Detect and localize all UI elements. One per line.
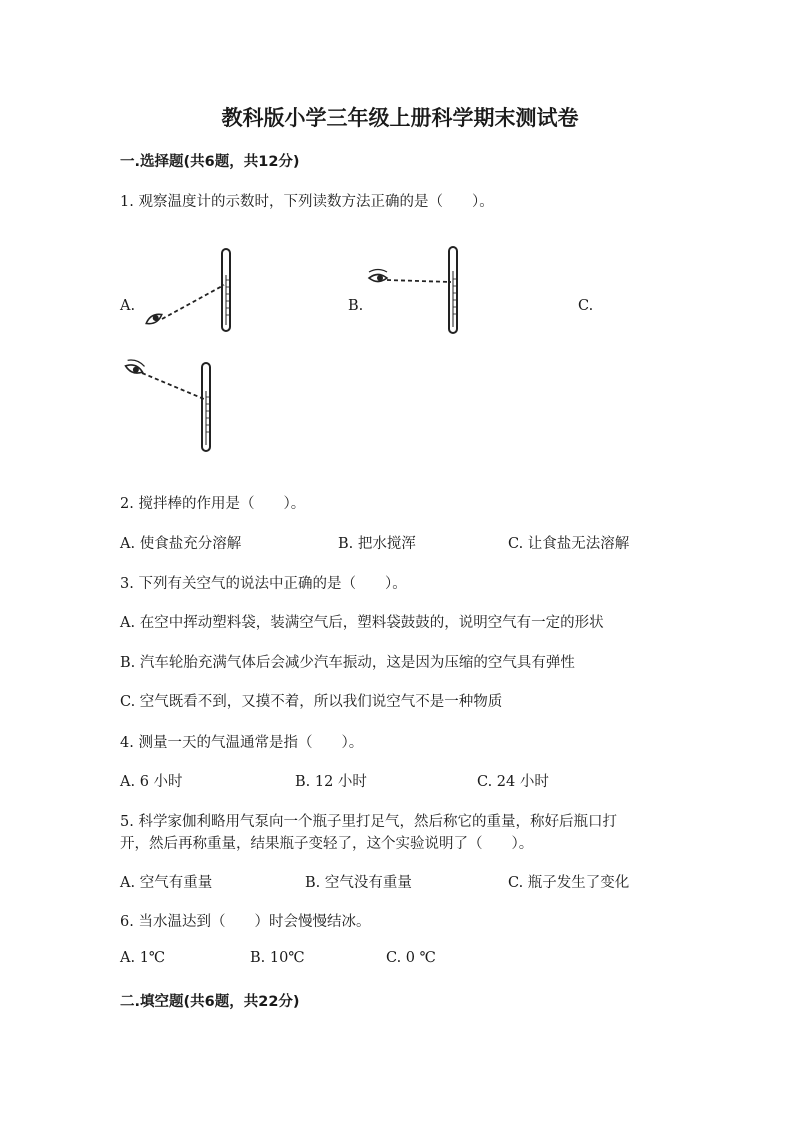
question-3-option-c[interactable]: C. 空气既看不到，又摸不着，所以我们说空气不是一种物质 — [120, 694, 503, 710]
eye-icon — [144, 311, 163, 326]
eye-icon — [124, 358, 145, 375]
figure-c-eye-above-thermometer — [120, 355, 220, 455]
question-6-option-a[interactable]: A. 1℃ — [120, 950, 166, 966]
question-2-stem: 2. 搅拌棒的作用是（ ）。 — [120, 496, 306, 512]
thermometer-icon — [449, 247, 457, 333]
question-3-option-a[interactable]: A. 在空中挥动塑料袋，装满空气后，塑料袋鼓鼓的，说明空气有一定的形状 — [120, 615, 604, 631]
section-heading-fill-blank: 二.填空题(共6题，共22分) — [120, 994, 300, 1010]
question-6-stem: 6. 当水温达到（ ）时会慢慢结冰。 — [120, 914, 371, 930]
question-1-stem: 1. 观察温度计的示数时，下列读数方法正确的是（ ）。 — [120, 194, 494, 210]
eye-icon — [369, 270, 387, 282]
page-title: 教科版小学三年级上册科学期末测试卷 — [221, 106, 579, 130]
question-6-option-c[interactable]: C. 0 ℃ — [386, 950, 436, 966]
question-6-option-b[interactable]: B. 10℃ — [250, 950, 305, 966]
question-3-stem: 3. 下列有关空气的说法中正确的是（ ）。 — [120, 576, 407, 592]
question-3-option-b[interactable]: B. 汽车轮胎充满气体后会减少汽车振动，这是因为压缩的空气具有弹性 — [120, 655, 575, 671]
question-4-stem: 4. 测量一天的气温通常是指（ ）。 — [120, 735, 364, 751]
question-2-option-a[interactable]: A. 使食盐充分溶解 — [120, 536, 242, 552]
question-1-option-b[interactable]: B. — [348, 298, 364, 314]
question-2-option-c[interactable]: C. 让食盐无法溶解 — [508, 536, 630, 552]
question-4-option-b[interactable]: B. 12 小时 — [295, 774, 367, 790]
question-4-option-c[interactable]: C. 24 小时 — [477, 774, 549, 790]
thermometer-icon — [222, 249, 230, 331]
question-4-option-a[interactable]: A. 6 小时 — [120, 774, 183, 790]
figure-a-eye-below-thermometer — [140, 245, 240, 335]
thermometer-icon — [202, 363, 210, 451]
question-1-option-a[interactable]: A. — [120, 298, 136, 314]
figure-b-eye-level-thermometer — [365, 245, 465, 337]
question-5-option-b[interactable]: B. 空气没有重量 — [305, 875, 412, 891]
question-5-stem-line-2: 开，然后再称重量，结果瓶子变轻了，这个实验说明了（ ）。 — [120, 836, 534, 852]
question-1-option-c[interactable]: C. — [578, 298, 594, 314]
question-5-option-a[interactable]: A. 空气有重量 — [120, 875, 213, 891]
question-2-option-b[interactable]: B. 把水搅浑 — [338, 536, 416, 552]
section-heading-choice: 一.选择题(共6题，共12分) — [120, 154, 300, 170]
question-5-option-c[interactable]: C. 瓶子发生了变化 — [508, 875, 630, 891]
question-5-stem-line-1: 5. 科学家伽利略用气泵向一个瓶子里打足气，然后称它的重量，称好后瓶口打 — [120, 814, 617, 830]
